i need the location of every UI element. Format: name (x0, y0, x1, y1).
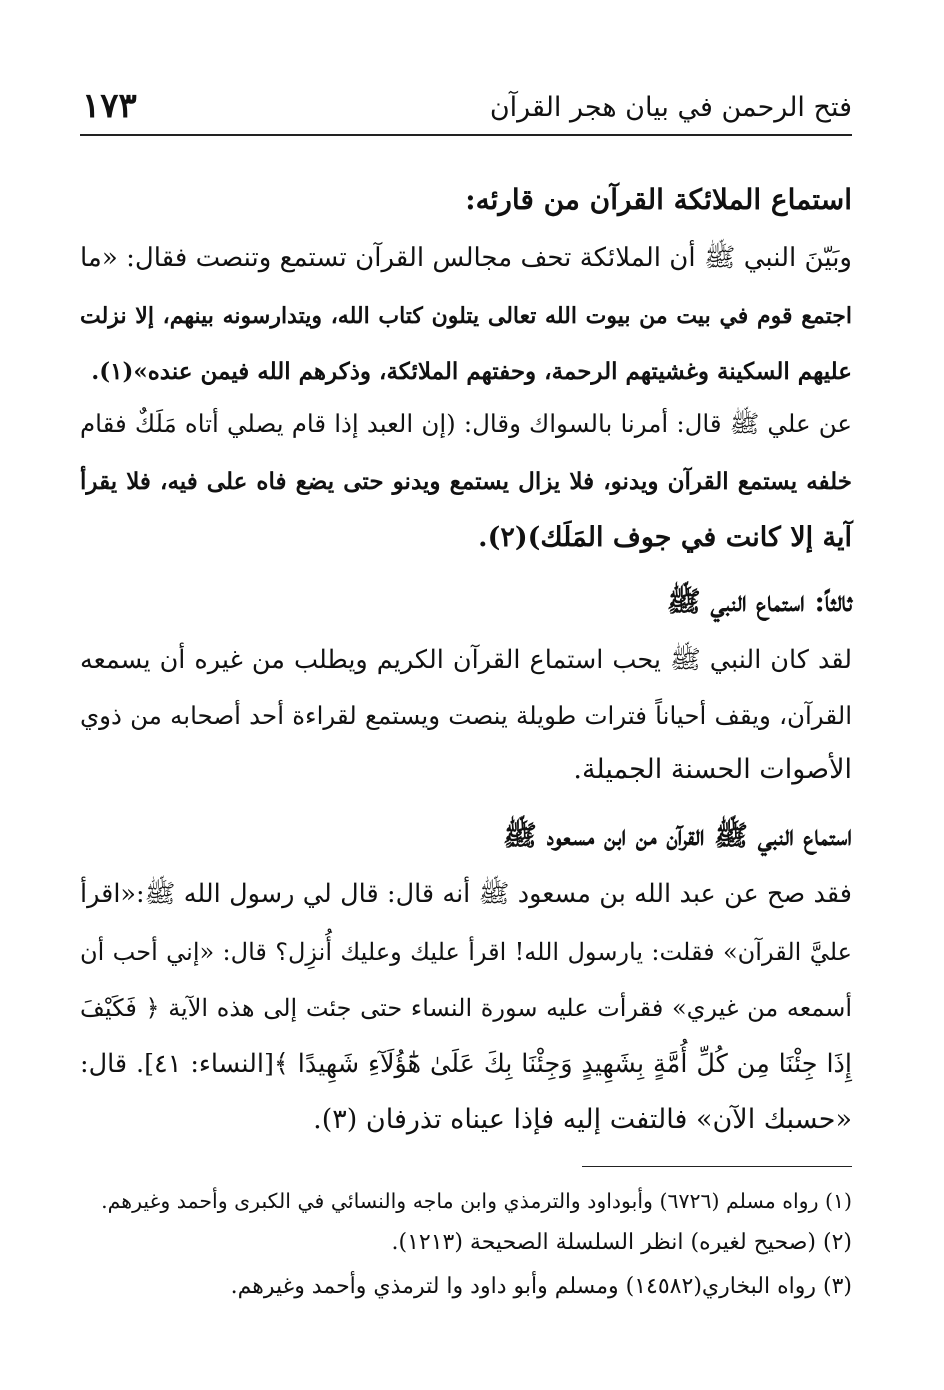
paragraph-line: الأصوات الحسنة الجميلة. (573, 754, 852, 785)
paragraph-line: لقد كان النبي ﷺ يحب استماع القرآن الكريم ويطلب من غيره أن يسمعه (80, 645, 852, 675)
footnote-1: (١) رواه مسلم (٦٧٢٦) وأبوداود والترمذي وابن ماجه والنسائي في الكبرى وأحمد وغيرهم. (101, 1189, 852, 1213)
paragraph-line: «حسبك الآن» فالتفت إليه فإذا عيناه تذرفان (٣). (313, 1104, 852, 1135)
running-title: فتح الرحمن في بيان هجر القرآن (489, 92, 852, 123)
paragraph-line: عليهم السكينة وغشيتهم الرحمة، وحفتهم الملائكة، وذكرهم الله فيمن عنده»(١). (91, 358, 852, 385)
paragraph-line: خلفه يستمع القرآن ويدنو، فلا يزال يستمع ويدنو حتى يضع فاه على فيه، فلا يقرأ (80, 468, 852, 495)
footnote-3: (٣) رواه البخاري(١٤٥٨٢) ومسلم وأبو داود وا لترمذي وأحمد وغيرهم. (230, 1274, 852, 1299)
paragraph-line: وبَيّنَ النبي ﷺ أن الملائكة تحف مجالس القرآن تستمع وتنصت فقال: «ما (80, 243, 852, 273)
page-header (80, 84, 852, 134)
paragraph-line: عن علي ﷺ قال: أمرنا بالسواك وقال: (إن العبد إذا قام يصلي أتاه مَلَكٌ فقام (80, 409, 852, 438)
section-heading-ibn-masud: استماع النبي ﷺ القرآن من ابن مسعود ﷺ (503, 819, 852, 852)
quran-verse-line: إِذَا جِئْنَا مِن كُلِّ أُمَّةٍ بِشَهِيدٍ وَجِئْنَا بِكَ عَلَىٰ هَٰٓؤُلَآءِ شَهِيدًا ﴾[النساء: ٤١]. قال: (80, 1049, 852, 1079)
paragraph-line: آية إلا كانت في جوف المَلَك)(٢). (478, 522, 852, 553)
paragraph-line: عليَّ القرآن» فقلت: يارسول الله! اقرأ عليك وعليك أُنزِل؟ قال: «إني أحب أن (80, 938, 852, 966)
paragraph-line: أسمعه من غيري» فقرأت عليه سورة النساء حتى جئت إلى هذه الآية ﴿ فَكَيْفَ (80, 994, 852, 1022)
section-heading-angels: استماع الملائكة القرآن من قارئه: (465, 183, 852, 216)
page-number: ١٧٣ (82, 86, 137, 126)
paragraph-line: اجتمع قوم في بيت من بيوت الله تعالى يتلون كتاب الله، ويتدارسونه بينهم، إلا نزلت (80, 303, 852, 329)
section-heading-third: ثالثاً: استماع النبي ﷺ (666, 585, 852, 618)
paragraph-line: فقد صح عن عبد الله بن مسعود ﷺ أنه قال: قال لي رسول الله ﷺ:«اقرأ (80, 879, 852, 909)
header-divider (80, 134, 852, 136)
footnote-2: (٢) (صحيح لغيره) انظر السلسلة الصحيحة (١٢١٣). (391, 1230, 852, 1255)
paragraph-line: القرآن، ويقف أحياناً فترات طويلة ينصت ويستمع لقراءة أحد أصحابه من ذوي (80, 701, 852, 730)
footnote-divider (582, 1166, 852, 1167)
